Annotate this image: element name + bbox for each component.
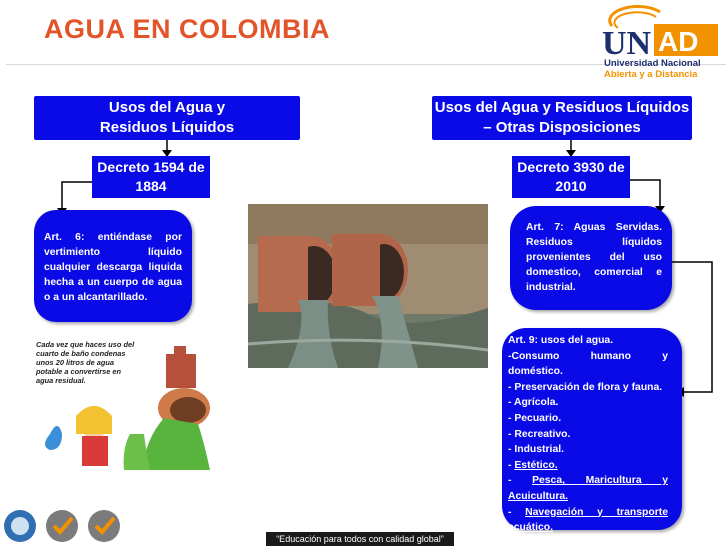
article-9-item: - Recreativo. — [508, 428, 571, 440]
right-header-text: Usos del Agua y Residuos Líquidos – Otras Disposiciones — [434, 99, 690, 136]
sewage-pipes-photo — [248, 204, 488, 368]
svg-text:UN: UN — [602, 25, 652, 62]
left-header — [34, 96, 300, 140]
certification-seals — [2, 506, 130, 546]
article-9-box — [502, 328, 682, 534]
article-9-item: - Preservación de flora y fauna. — [508, 381, 663, 393]
article-9-item-underlined: - Pesca, Maricultura y Acuicultura. — [508, 475, 668, 502]
left-header-text: Usos del Agua y Residuos Líquidos — [99, 99, 235, 136]
water-waste-cartoon — [34, 338, 234, 470]
article-9-item: - Industrial. — [508, 444, 564, 456]
right-header — [432, 96, 692, 140]
right-decree-text: Decreto 3930 de 2010 — [517, 159, 625, 194]
article-9-item: -Consumo humano y doméstico. — [508, 350, 668, 378]
article-9-item-underlined: - Navegación y transporte acuático. — [508, 506, 668, 534]
article-9-item: - Pecuario. — [508, 412, 562, 424]
svg-text:Abierta y a Distancia: Abierta y a Distancia — [604, 69, 698, 80]
right-decree — [512, 156, 630, 198]
article-6-text: Art. 6: entiéndase por vertimiento líquido cualquier descarga liquida hecha a un cuerpo de agua o a un alcantarillado. — [44, 232, 182, 303]
article-6-box — [34, 210, 192, 322]
footer-slogan: “Educación para todos con calidad global” — [266, 532, 454, 546]
article-9-title: Art. 9: usos del agua. — [508, 335, 614, 346]
left-decree — [92, 156, 210, 198]
svg-text:AD: AD — [658, 26, 699, 57]
svg-text:Universidad Nacional: Universidad Nacional — [604, 58, 701, 69]
article-9-item: - Agrícola. — [508, 397, 559, 409]
cartoon-caption: Cada vez que haces uso del cuarto de baño condenas unos 20 litros de agua potable a convertirse en agua residual. — [36, 340, 135, 385]
article-7-text: Art. 7: Aguas Servidas. Residuos líquidos provenientes del uso domestico, comercial e industrial. — [526, 222, 662, 293]
left-decree-text: Decreto 1594 de 1884 — [97, 159, 205, 194]
article-9-item-underlined: - Estético. — [508, 459, 558, 471]
article-7-box — [510, 206, 672, 310]
slide-title: AGUA EN COLOMBIA — [44, 14, 330, 44]
